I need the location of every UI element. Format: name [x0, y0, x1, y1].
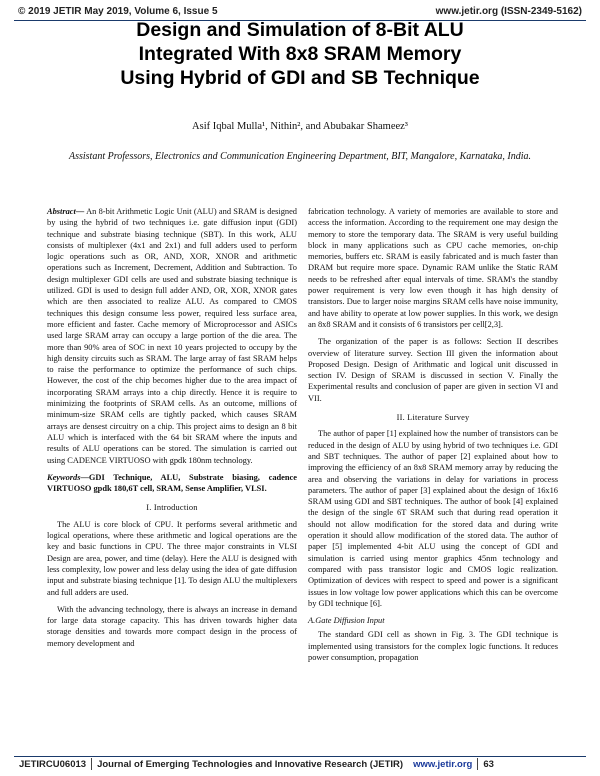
abstract-label: Abstract— [47, 207, 85, 216]
page-footer [14, 756, 586, 771]
title-line-2: Integrated With 8x8 SRAM Memory [138, 43, 462, 65]
footer-journal: Journal of Emerging Technologies and Innovative Research (JETIR) [97, 758, 404, 770]
abstract-text: An 8-bit Arithmetic Logic Unit (ALU) and SRAM is designed by using the hybrid of two techniques i.e. gate diffusion input (GDI) technique and substrate biasing technique (SBT). In this work, ALU consists of multiplexer (4x1 and 2x1) and full adders used to perform logic operations such as OR, AND, XOR, XNOR and arithmetic operations such as Increment, Decrement, Addition and Subtraction. To design multiplexer GDI cells are used and substrate biasing technique is utilized. GDI is used to design full adder AND, OR, XOR, XNOR gates which are then associated to realize ALU. As compared to CMOS techniques this design consume less power, required less surface area, more efficient and faster. Cache memory of Microprocessor and ASICs used large SRAM array can occupy a large portion of the die area. The more than 90% area of SOC in next 10 years projected to occupy by the high density circuits such as SRAM. The large array of fast SRAM helps to raise the performance to optimize the performance of such chips. However, the cost of the chip becomes higher due to the area impact of incorporating SRAM arrays into a chip directly. Hence it is require to minimizing the footprints of SRAM cells. As an outcome, millions of minimum-size SRAM cells are tightly packed, which causes SRAM arrays are densest circuitry on a chip. This project aims to design an 8 bit ALU which is interfaced with the 64 bit SRAM where the inputs and results of ALU operations can be stored. The simulation is carried out using CADENCE VIRTUOSO with gpdk 180nm technology. [47, 207, 297, 465]
title-line-1: Design and Simulation of 8-Bit ALU [136, 19, 464, 41]
survey-paragraph: The author of paper [1] explained how the number of transistors can be reduced in the design of ALU by using hybrid of two techniques i.e. GDI and SBT techniques. The author of paper [2] explained about how to improving the efficiency of an 8x8 SRAM memory array by reducing the area and observing the variations in delay for variations in process parameters. The author of paper [3] explained about the design of 16x16 SRAM using GDI and SBT techniques. The author of book [4] explained the design of the single 6T SRAM such that during read operation it should not allow modification for the stored data and during write operation it should allow modification of the stored data. The author of paper [5] implemented 4-bit ALU using the concept of GDI and simulation is carried using mentor graphics 45nm technology and compared with pass transistor logic and CMOS logic realization. Optimization of devices with respect to speed and power is a significant issues in low voltage low power applications which this can be overcome by GDI technique [6]. [308, 429, 558, 608]
keywords-text: —GDI Technique, ALU, Substrate biasing, cadence VIRTUOSO gpdk 180,6T cell, SRAM, Sense Amplifier, VLSI. [47, 472, 297, 494]
right-paragraph-1: fabrication technology. A variety of memories are available to store and access the information. According to the requirement one may design the memory to store the temporary data. The SRAM is very useful building block in many applications such as CPU cache memories, on-chip memories, buffers etc. SRAM is easily fabricated and is much faster than DRAM but require more space. Dynamic RAM unlike the Static RAM needs to be refreshed after equal intervals of time. SRAM's the standby power requirement is very low even though it has high density of transistors. Due to larger noise margins SRAM cells have noise immunity, and have ability to operate at low power supplies. In this work, we design an 8x8 SRAM and it consists of 6 transistors per cell[2,3]. [308, 207, 558, 329]
footer-website-link[interactable]: www.jetir.org [413, 758, 473, 770]
keywords-label: Keywords [47, 472, 81, 482]
header-website: www.jetir.org (ISSN-2349-5162) [435, 6, 582, 17]
header-journal-info: © 2019 JETIR May 2019, Volume 6, Issue 5 [18, 6, 218, 17]
gdi-paragraph: The standard GDI cell as shown in Fig. 3. The GDI technique is implemented using transistors for the complex logic functions. It reduces power consumption, propagation [308, 630, 558, 662]
section-heading-survey: II. Literature Survey [396, 413, 470, 423]
keywords [47, 472, 297, 495]
authors: Asif Iqbal Mulla¹, Nithin², and Abubakar Shameez³ [192, 121, 408, 132]
left-column [47, 206, 297, 655]
paper-title [0, 18, 600, 90]
intro-paragraph-1: The ALU is core block of CPU. It performs several arithmetic and logical operations, where these arithmetic and logical operations are the key and basic functions in CPU. The three major constraints in VLSI Design are area, power, and time (delay). Here the ALU is designed with less complexity, low power and less delay using the idea of gate diffusion input and substrate biasing technique [1]. To design ALU the multiplexers and full adders are used. [47, 519, 297, 597]
affiliation: Assistant Professors, Electronics and Communication Engineering Department, BIT, Mangalore, Karnataka, India. [68, 151, 531, 162]
section-heading-intro: I. Introduction [146, 503, 198, 513]
right-column [308, 206, 558, 669]
footer-page-number: 63 [483, 758, 494, 770]
abstract [47, 206, 297, 466]
organization-paragraph: The organization of the paper is as follows: Section II describes overview of literature survey. Section III given the information about Proposed Design. Design of Arithmatic and logical unit discussed in section IV. Design of SRAM is discussed in section V. Finally the Experimental results and conclusion of paper are given in section VI and VII. [308, 337, 558, 403]
footer-paper-id: JETIRCU06013 [19, 758, 87, 770]
subsection-heading-gdi: A.Gate Diffusion Input [308, 616, 385, 626]
intro-paragraph-2: With the advancing technology, there is always an increase in demand for large data storage capacity. This has driven towards higher data storage densities and towards more compact design in the process of memory development and [47, 604, 297, 648]
title-line-3: Using Hybrid of GDI and SB Technique [120, 67, 480, 89]
